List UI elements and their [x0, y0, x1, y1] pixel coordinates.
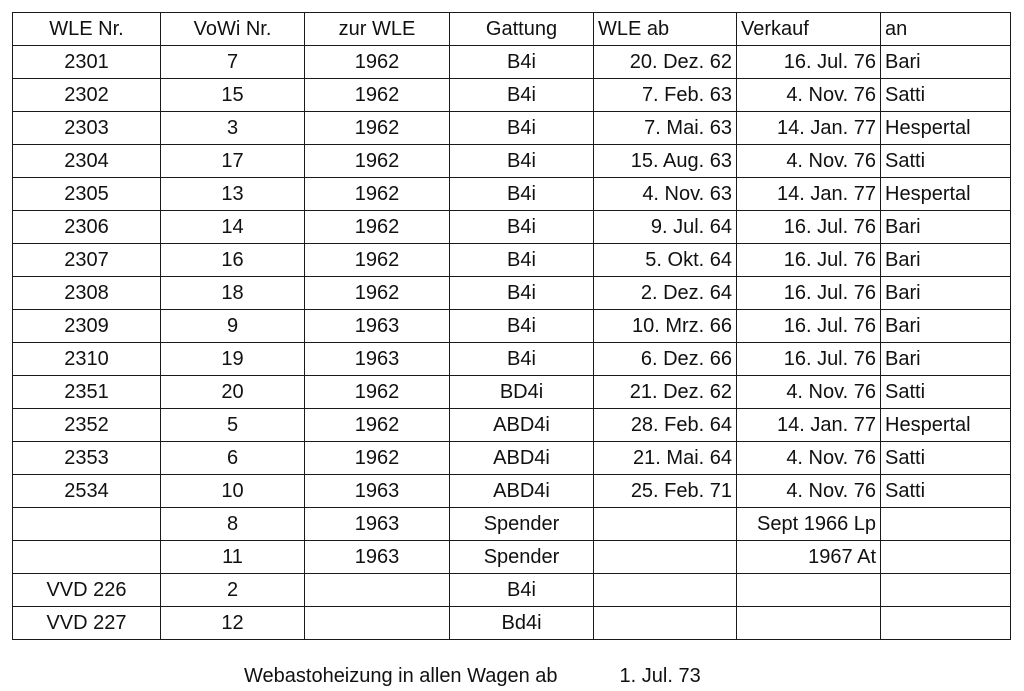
cell-gattung: B4i — [450, 46, 594, 79]
cell-wle-nr: 2352 — [13, 409, 161, 442]
cell-verkauf: 14. Jan. 77 — [737, 409, 881, 442]
cell-vowi-nr: 8 — [161, 508, 305, 541]
cell-vowi-nr: 7 — [161, 46, 305, 79]
cell-vowi-nr: 16 — [161, 244, 305, 277]
table-row — [13, 79, 1011, 112]
cell-gattung: B4i — [450, 343, 594, 376]
footer-note-date: 1. Jul. 73 — [619, 665, 701, 687]
cell-gattung: B4i — [450, 112, 594, 145]
table-row — [13, 178, 1011, 211]
cell-wle-ab: 21. Mai. 64 — [594, 442, 737, 475]
cell-verkauf: 14. Jan. 77 — [737, 178, 881, 211]
cell-wle-nr — [13, 508, 161, 541]
cell-wle-nr: 2303 — [13, 112, 161, 145]
cell-gattung: B4i — [450, 574, 594, 607]
cell-an: Bari — [881, 211, 1011, 244]
cell-wle-ab: 9. Jul. 64 — [594, 211, 737, 244]
cell-an: Satti — [881, 79, 1011, 112]
cell-vowi-nr: 11 — [161, 541, 305, 574]
table-row — [13, 145, 1011, 178]
cell-vowi-nr: 13 — [161, 178, 305, 211]
cell-verkauf: 1967 At — [737, 541, 881, 574]
cell-vowi-nr: 12 — [161, 607, 305, 640]
header-an: an — [881, 13, 1011, 46]
cell-an — [881, 574, 1011, 607]
cell-zur-wle: 1962 — [305, 442, 450, 475]
cell-vowi-nr: 15 — [161, 79, 305, 112]
cell-vowi-nr: 20 — [161, 376, 305, 409]
table-row — [13, 211, 1011, 244]
table-row — [13, 310, 1011, 343]
cell-gattung: BD4i — [450, 376, 594, 409]
cell-wle-ab: 10. Mrz. 66 — [594, 310, 737, 343]
cell-zur-wle: 1963 — [305, 541, 450, 574]
cell-zur-wle: 1962 — [305, 112, 450, 145]
cell-wle-nr: 2534 — [13, 475, 161, 508]
table-row — [13, 46, 1011, 79]
cell-an: Bari — [881, 46, 1011, 79]
table-row — [13, 574, 1011, 607]
cell-zur-wle: 1962 — [305, 79, 450, 112]
cell-gattung: Spender — [450, 508, 594, 541]
cell-wle-ab: 4. Nov. 63 — [594, 178, 737, 211]
cell-zur-wle — [305, 607, 450, 640]
cell-vowi-nr: 5 — [161, 409, 305, 442]
cell-wle-ab: 5. Okt. 64 — [594, 244, 737, 277]
footer-note — [244, 664, 701, 688]
cell-verkauf: 4. Nov. 76 — [737, 79, 881, 112]
cell-gattung: Bd4i — [450, 607, 594, 640]
table-row — [13, 607, 1011, 640]
cell-gattung: B4i — [450, 277, 594, 310]
cell-wle-nr — [13, 541, 161, 574]
table-row — [13, 442, 1011, 475]
cell-verkauf: 16. Jul. 76 — [737, 46, 881, 79]
cell-wle-nr: 2308 — [13, 277, 161, 310]
cell-an: Hespertal — [881, 409, 1011, 442]
cell-verkauf: 16. Jul. 76 — [737, 310, 881, 343]
cell-gattung: B4i — [450, 79, 594, 112]
cell-wle-nr: 2302 — [13, 79, 161, 112]
wagon-table-container — [12, 12, 1011, 640]
cell-verkauf: 4. Nov. 76 — [737, 475, 881, 508]
cell-verkauf: 14. Jan. 77 — [737, 112, 881, 145]
cell-an: Bari — [881, 277, 1011, 310]
cell-an: Satti — [881, 442, 1011, 475]
header-zur-wle: zur WLE — [305, 13, 450, 46]
cell-an: Bari — [881, 310, 1011, 343]
table-row — [13, 244, 1011, 277]
cell-zur-wle: 1962 — [305, 244, 450, 277]
table-row — [13, 112, 1011, 145]
header-vowi-nr: VoWi Nr. — [161, 13, 305, 46]
cell-wle-ab — [594, 508, 737, 541]
cell-zur-wle: 1963 — [305, 310, 450, 343]
cell-vowi-nr: 17 — [161, 145, 305, 178]
header-verkauf: Verkauf — [737, 13, 881, 46]
cell-verkauf — [737, 574, 881, 607]
cell-an: Satti — [881, 376, 1011, 409]
table-body — [13, 46, 1011, 640]
cell-gattung: ABD4i — [450, 409, 594, 442]
cell-verkauf: 16. Jul. 76 — [737, 211, 881, 244]
cell-zur-wle: 1963 — [305, 343, 450, 376]
cell-zur-wle: 1962 — [305, 277, 450, 310]
cell-wle-nr: 2310 — [13, 343, 161, 376]
cell-vowi-nr: 18 — [161, 277, 305, 310]
cell-vowi-nr: 2 — [161, 574, 305, 607]
cell-an — [881, 607, 1011, 640]
cell-vowi-nr: 6 — [161, 442, 305, 475]
cell-wle-ab: 20. Dez. 62 — [594, 46, 737, 79]
cell-gattung: ABD4i — [450, 442, 594, 475]
table-row — [13, 376, 1011, 409]
cell-verkauf: 4. Nov. 76 — [737, 376, 881, 409]
table-row — [13, 343, 1011, 376]
table-row — [13, 508, 1011, 541]
header-row — [13, 13, 1011, 46]
cell-gattung: B4i — [450, 178, 594, 211]
cell-wle-nr: 2306 — [13, 211, 161, 244]
cell-zur-wle: 1962 — [305, 409, 450, 442]
cell-verkauf: Sept 1966 Lp — [737, 508, 881, 541]
cell-wle-ab — [594, 541, 737, 574]
cell-verkauf — [737, 607, 881, 640]
cell-wle-ab: 15. Aug. 63 — [594, 145, 737, 178]
cell-wle-ab: 6. Dez. 66 — [594, 343, 737, 376]
cell-wle-ab: 21. Dez. 62 — [594, 376, 737, 409]
cell-verkauf: 4. Nov. 76 — [737, 442, 881, 475]
cell-wle-ab — [594, 607, 737, 640]
cell-zur-wle: 1962 — [305, 46, 450, 79]
wagon-table — [12, 12, 1011, 640]
cell-an — [881, 541, 1011, 574]
cell-verkauf: 4. Nov. 76 — [737, 145, 881, 178]
table-row — [13, 277, 1011, 310]
cell-wle-nr: 2307 — [13, 244, 161, 277]
cell-vowi-nr: 3 — [161, 112, 305, 145]
cell-gattung: B4i — [450, 244, 594, 277]
cell-wle-ab: 28. Feb. 64 — [594, 409, 737, 442]
cell-gattung: B4i — [450, 145, 594, 178]
table-row — [13, 541, 1011, 574]
cell-wle-ab: 25. Feb. 71 — [594, 475, 737, 508]
cell-an: Hespertal — [881, 112, 1011, 145]
cell-an: Bari — [881, 244, 1011, 277]
cell-gattung: B4i — [450, 310, 594, 343]
cell-wle-nr: 2301 — [13, 46, 161, 79]
cell-an: Bari — [881, 343, 1011, 376]
cell-gattung: B4i — [450, 211, 594, 244]
table-header — [13, 13, 1011, 46]
cell-vowi-nr: 10 — [161, 475, 305, 508]
cell-verkauf: 16. Jul. 76 — [737, 277, 881, 310]
cell-vowi-nr: 19 — [161, 343, 305, 376]
cell-wle-ab: 7. Mai. 63 — [594, 112, 737, 145]
header-wle-ab: WLE ab — [594, 13, 737, 46]
cell-an: Satti — [881, 145, 1011, 178]
cell-zur-wle — [305, 574, 450, 607]
cell-zur-wle: 1963 — [305, 475, 450, 508]
cell-wle-nr: 2353 — [13, 442, 161, 475]
cell-an: Satti — [881, 475, 1011, 508]
header-gattung: Gattung — [450, 13, 594, 46]
cell-verkauf: 16. Jul. 76 — [737, 343, 881, 376]
cell-wle-nr: 2351 — [13, 376, 161, 409]
cell-vowi-nr: 9 — [161, 310, 305, 343]
table-row — [13, 475, 1011, 508]
cell-wle-ab: 7. Feb. 63 — [594, 79, 737, 112]
cell-wle-ab: 2. Dez. 64 — [594, 277, 737, 310]
cell-verkauf: 16. Jul. 76 — [737, 244, 881, 277]
cell-zur-wle: 1962 — [305, 376, 450, 409]
footer-note-text: Webastoheizung in allen Wagen ab — [244, 665, 558, 687]
header-wle-nr: WLE Nr. — [13, 13, 161, 46]
cell-an — [881, 508, 1011, 541]
cell-an: Hespertal — [881, 178, 1011, 211]
cell-zur-wle: 1962 — [305, 178, 450, 211]
cell-wle-nr: 2309 — [13, 310, 161, 343]
cell-wle-nr: VVD 226 — [13, 574, 161, 607]
cell-gattung: Spender — [450, 541, 594, 574]
cell-wle-nr: 2304 — [13, 145, 161, 178]
cell-vowi-nr: 14 — [161, 211, 305, 244]
cell-wle-nr: VVD 227 — [13, 607, 161, 640]
table-row — [13, 409, 1011, 442]
cell-zur-wle: 1963 — [305, 508, 450, 541]
cell-zur-wle: 1962 — [305, 211, 450, 244]
cell-wle-nr: 2305 — [13, 178, 161, 211]
cell-gattung: ABD4i — [450, 475, 594, 508]
cell-zur-wle: 1962 — [305, 145, 450, 178]
cell-wle-ab — [594, 574, 737, 607]
